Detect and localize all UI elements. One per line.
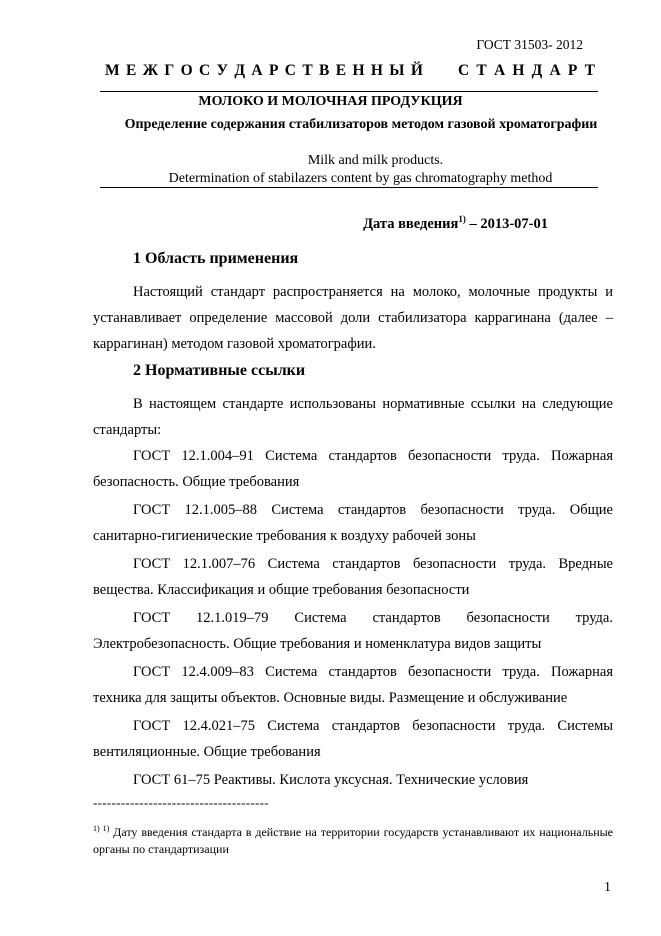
section-2-heading: 2 Нормативные ссылки <box>133 362 306 379</box>
banner-letter: Р <box>567 62 578 79</box>
section-2-intro: В настоящем стандарте использованы нормативные ссылки на следующие стандарты: <box>93 396 613 438</box>
banner-letter: А <box>493 62 506 79</box>
banner-letter: Г <box>164 62 175 79</box>
banner-letter: М <box>105 62 120 79</box>
banner-word-standard <box>458 62 595 80</box>
banner-letter: А <box>549 62 561 79</box>
banner-letter: Д <box>234 62 246 79</box>
banner-letter: А <box>251 62 263 79</box>
introduction-date <box>363 214 548 233</box>
banner-letter: Н <box>370 62 383 79</box>
banner-letter: Ж <box>142 62 159 79</box>
normative-reference: ГОСТ 12.4.021–75 Система стандартов безопасности труда. Системы вентиляционные. Общие требования <box>93 718 613 760</box>
banner-letter: Ы <box>389 62 405 79</box>
banner-letter: Н <box>352 62 365 79</box>
banner-letter: С <box>284 62 296 79</box>
banner-letter: Т <box>302 62 313 79</box>
normative-reference: ГОСТ 61–75 Реактивы. Кислота уксусная. Технические условия <box>133 772 529 788</box>
subtitle-ru: Определение содержания стабилизаторов методом газовой хроматографии <box>124 117 598 132</box>
document-code: ГОСТ 31503- 2012 <box>476 37 583 52</box>
banner-letter: Р <box>268 62 279 79</box>
section-1-text: Настоящий стандарт распространяется на молоко, молочные продукты и устанавливает определение массовой доли стабилизатора каррагинана (далее – каррагинан) методом газовой хроматографии. <box>93 284 613 352</box>
banner-letter: В <box>319 62 330 79</box>
banner-letter: Т <box>584 62 595 79</box>
normative-reference: ГОСТ 12.1.019–79 Система стандартов безопасности труда. Электробезопасность. Общие требования и номенклатура видов защиты <box>93 610 613 652</box>
banner-letter: Й <box>410 62 423 79</box>
title-bottom-rule <box>100 187 598 188</box>
footnote <box>93 820 613 858</box>
banner-letter: О <box>180 62 193 79</box>
normative-reference: ГОСТ 12.1.004–91 Система стандартов безопасности труда. Пожарная безопасность. Общие требования <box>93 448 613 490</box>
footnote-separator: -------------------------------------- <box>93 795 269 810</box>
title-top-rule <box>100 91 598 92</box>
section-1-heading: 1 Область применения <box>133 250 299 267</box>
banner-letter: С <box>458 62 470 79</box>
title-en: Milk and milk products. <box>307 153 444 168</box>
subtitle-en: Determination of stabilazers content by gas chromatography method <box>168 171 553 186</box>
banner-letter: У <box>216 62 228 79</box>
page-number: 1 <box>604 880 611 895</box>
interstate-standard-banner <box>105 62 595 80</box>
banner-word-interstate <box>105 62 423 80</box>
banner-letter: Е <box>335 62 347 79</box>
normative-reference: ГОСТ 12.1.005–88 Система стандартов безопасности труда. Общие санитарно-гигиенические требования к воздуху рабочей зоны <box>93 502 613 544</box>
banner-letter: Н <box>512 62 525 79</box>
title-ru: МОЛОКО И МОЛОЧНАЯ ПРОДУКЦИЯ <box>198 94 463 109</box>
intro-date-value: – 2013-07-01 <box>465 215 548 232</box>
normative-reference: ГОСТ 12.1.007–76 Система стандартов безопасности труда. Вредные вещества. Классификация и общие требования безопасности <box>93 556 613 598</box>
intro-date-footnote-mark: 1) <box>458 214 466 224</box>
banner-letter: Т <box>476 62 487 79</box>
intro-date-label: Дата введения <box>363 215 459 232</box>
banner-letter: С <box>199 62 211 79</box>
banner-letter: Д <box>531 62 543 79</box>
footnote-text: Дату введения стандарта в действие на территории государств устанавливают их национальные органы по стандартизации <box>93 825 614 856</box>
banner-letter: Е <box>126 62 137 79</box>
footnote-mark: 1) 1) <box>93 824 110 833</box>
normative-reference: ГОСТ 12.4.009–83 Система стандартов безопасности труда. Пожарная техника для защиты объектов. Основные виды. Размещение и обслуживание <box>93 664 613 706</box>
